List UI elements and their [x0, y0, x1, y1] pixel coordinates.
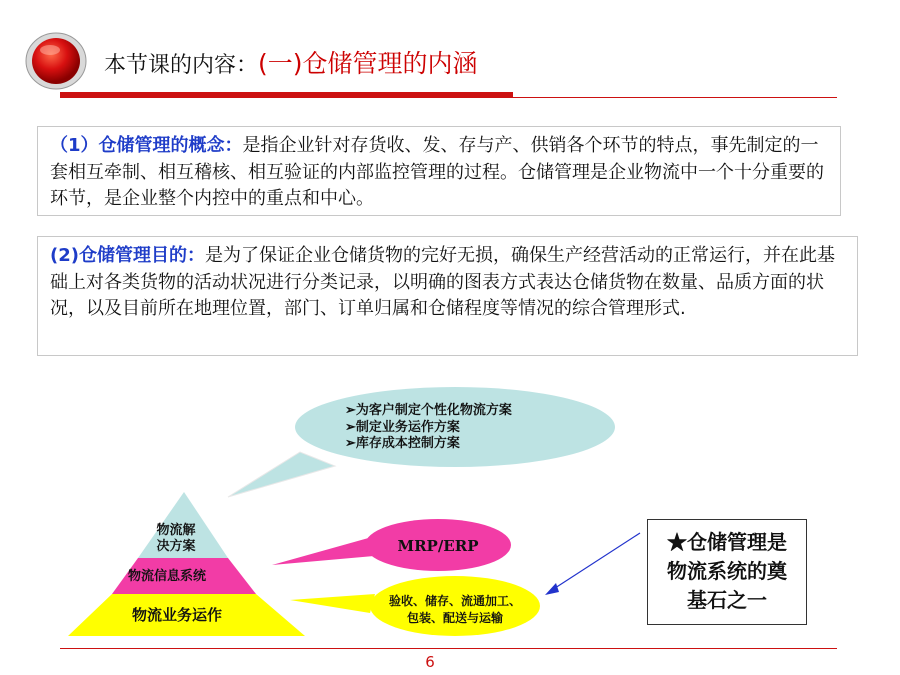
- title-main: (一)仓储管理的内涵: [258, 49, 478, 78]
- bubble-middle-label: MRP/ERP: [397, 537, 479, 555]
- bubble-top-item-2: ➢制定业务运作方案: [345, 420, 460, 435]
- pyramid-top-line-1: 物流解: [156, 523, 196, 538]
- bubble-top-tail: [228, 452, 335, 497]
- callout-line-1: ★仓储管理是: [667, 530, 787, 554]
- bubble-top-item-3: ➢库存成本控制方案: [345, 436, 460, 451]
- callout-line-2: 物流系统的奠: [667, 559, 787, 583]
- bubble-top-item-1: ➢为客户制定个性化物流方案: [345, 403, 512, 418]
- footer-divider: [60, 648, 837, 649]
- callout-box: [647, 519, 807, 625]
- purpose-box: [37, 236, 858, 356]
- purpose-lead: (2)仓储管理目的：: [50, 245, 205, 266]
- concept-text: 是指企业针对存货收、发、存与产、供销各个环节的特点，事先制定的一套相互牵制、相互稽核、相互验证的内部监控管理的过程。仓储管理是企业物流中一个十分重要的环节，是企业整个内控中的重点和中心。: [50, 135, 824, 209]
- title-prefix: 本节课的内容：: [104, 53, 259, 78]
- bubble-middle-tail: [272, 537, 374, 565]
- bubble-bottom-line-2: 包装、配送与运输: [406, 611, 504, 625]
- callout-arrow: [552, 533, 640, 590]
- pyramid-middle-label: 物流信息系统: [127, 569, 207, 584]
- page-title: [104, 44, 478, 80]
- header-divider-thin: [60, 97, 837, 98]
- bubble-bottom-tail: [290, 594, 375, 613]
- callout-line-3: 基石之一: [687, 588, 767, 612]
- bubble-bottom-line-1: 验收、储存、流通加工、: [388, 594, 522, 608]
- callout-arrowhead: [545, 583, 559, 595]
- pyramid-bottom-label: 物流业务运作: [131, 606, 223, 624]
- pyramid-top-line-2: 决方案: [156, 539, 196, 554]
- logo-sphere-icon: [24, 31, 88, 91]
- concept-lead: （1）仓储管理的概念：: [50, 135, 243, 156]
- concept-box: [37, 126, 841, 216]
- purpose-text: 是为了保证企业仓储货物的完好无损，确保生产经营活动的正常运行，并在此基础上对各类货物的活动状况进行分类记录，以明确的图表方式表达仓储货物在数量、品质方面的状况，以及目前所在地理位置，部门、订单归属和仓储程度等情况的综合管理形式.: [50, 245, 835, 319]
- page-number: 6: [425, 653, 435, 671]
